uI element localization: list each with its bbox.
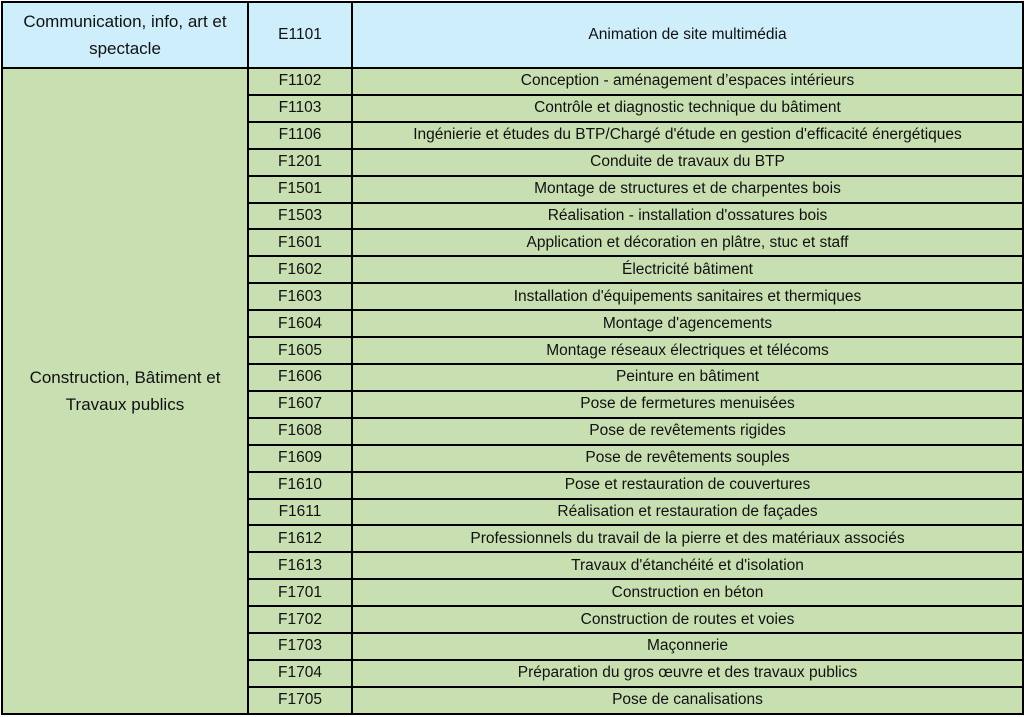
row-label-cell: Conception - aménagement d’espaces intérieurs [352,68,1023,95]
header-category-cell: Communication, info, art et spectacle [2,2,248,68]
job-codes-table [1,1,1024,715]
row-code-cell: F1705 [248,687,352,714]
row-label-cell: Réalisation et restauration de façades [352,499,1023,526]
row-label-cell: Pose et restauration de couvertures [352,472,1023,499]
row-label-cell: Professionnels du travail de la pierre et des matériaux associés [352,525,1023,552]
row-label-cell: Pose de revêtements souples [352,445,1023,472]
row-code-cell: F1703 [248,633,352,660]
header-code-cell: E1101 [248,2,352,68]
row-label-cell: Pose de canalisations [352,687,1023,714]
row-code-cell: F1609 [248,445,352,472]
row-label-cell: Montage de structures et de charpentes bois [352,176,1023,203]
row-label-cell: Installation d'équipements sanitaires et thermiques [352,283,1023,310]
row-code-cell: F1102 [248,68,352,95]
row-code-cell: F1503 [248,203,352,230]
row-code-cell: F1106 [248,122,352,149]
row-code-cell: F1605 [248,337,352,364]
row-code-cell: F1704 [248,660,352,687]
row-code-cell: F1201 [248,149,352,176]
row-label-cell: Ingénierie et études du BTP/Chargé d'étude en gestion d'efficacité énergétiques [352,122,1023,149]
row-code-cell: F1612 [248,525,352,552]
row-label-cell: Application et décoration en plâtre, stuc et staff [352,229,1023,256]
row-code-cell: F1603 [248,283,352,310]
header-row [2,2,1023,68]
row-code-cell: F1613 [248,552,352,579]
row-label-cell: Pose de fermetures menuisées [352,391,1023,418]
row-code-cell: F1608 [248,418,352,445]
table-row [2,68,1023,95]
row-label-cell: Peinture en bâtiment [352,364,1023,391]
group-category-cell: Construction, Bâtiment et Travaux publics [2,68,248,714]
row-code-cell: F1604 [248,310,352,337]
row-label-cell: Maçonnerie [352,633,1023,660]
row-code-cell: F1610 [248,472,352,499]
row-label-cell: Construction de routes et voies [352,606,1023,633]
row-code-cell: F1103 [248,95,352,122]
row-label-cell: Contrôle et diagnostic technique du bâtiment [352,95,1023,122]
row-label-cell: Électricité bâtiment [352,256,1023,283]
row-code-cell: F1607 [248,391,352,418]
row-label-cell: Pose de revêtements rigides [352,418,1023,445]
row-label-cell: Travaux d'étanchéité et d'isolation [352,552,1023,579]
row-code-cell: F1602 [248,256,352,283]
row-label-cell: Montage d'agencements [352,310,1023,337]
row-code-cell: F1701 [248,579,352,606]
row-code-cell: F1601 [248,229,352,256]
header-label-cell: Animation de site multimédia [352,2,1023,68]
row-label-cell: Montage réseaux électriques et télécoms [352,337,1023,364]
table-body [2,2,1023,714]
row-label-cell: Réalisation - installation d'ossatures bois [352,203,1023,230]
row-code-cell: F1702 [248,606,352,633]
row-label-cell: Construction en béton [352,579,1023,606]
row-label-cell: Conduite de travaux du BTP [352,149,1023,176]
row-label-cell: Préparation du gros œuvre et des travaux publics [352,660,1023,687]
row-code-cell: F1611 [248,499,352,526]
row-code-cell: F1606 [248,364,352,391]
row-code-cell: F1501 [248,176,352,203]
